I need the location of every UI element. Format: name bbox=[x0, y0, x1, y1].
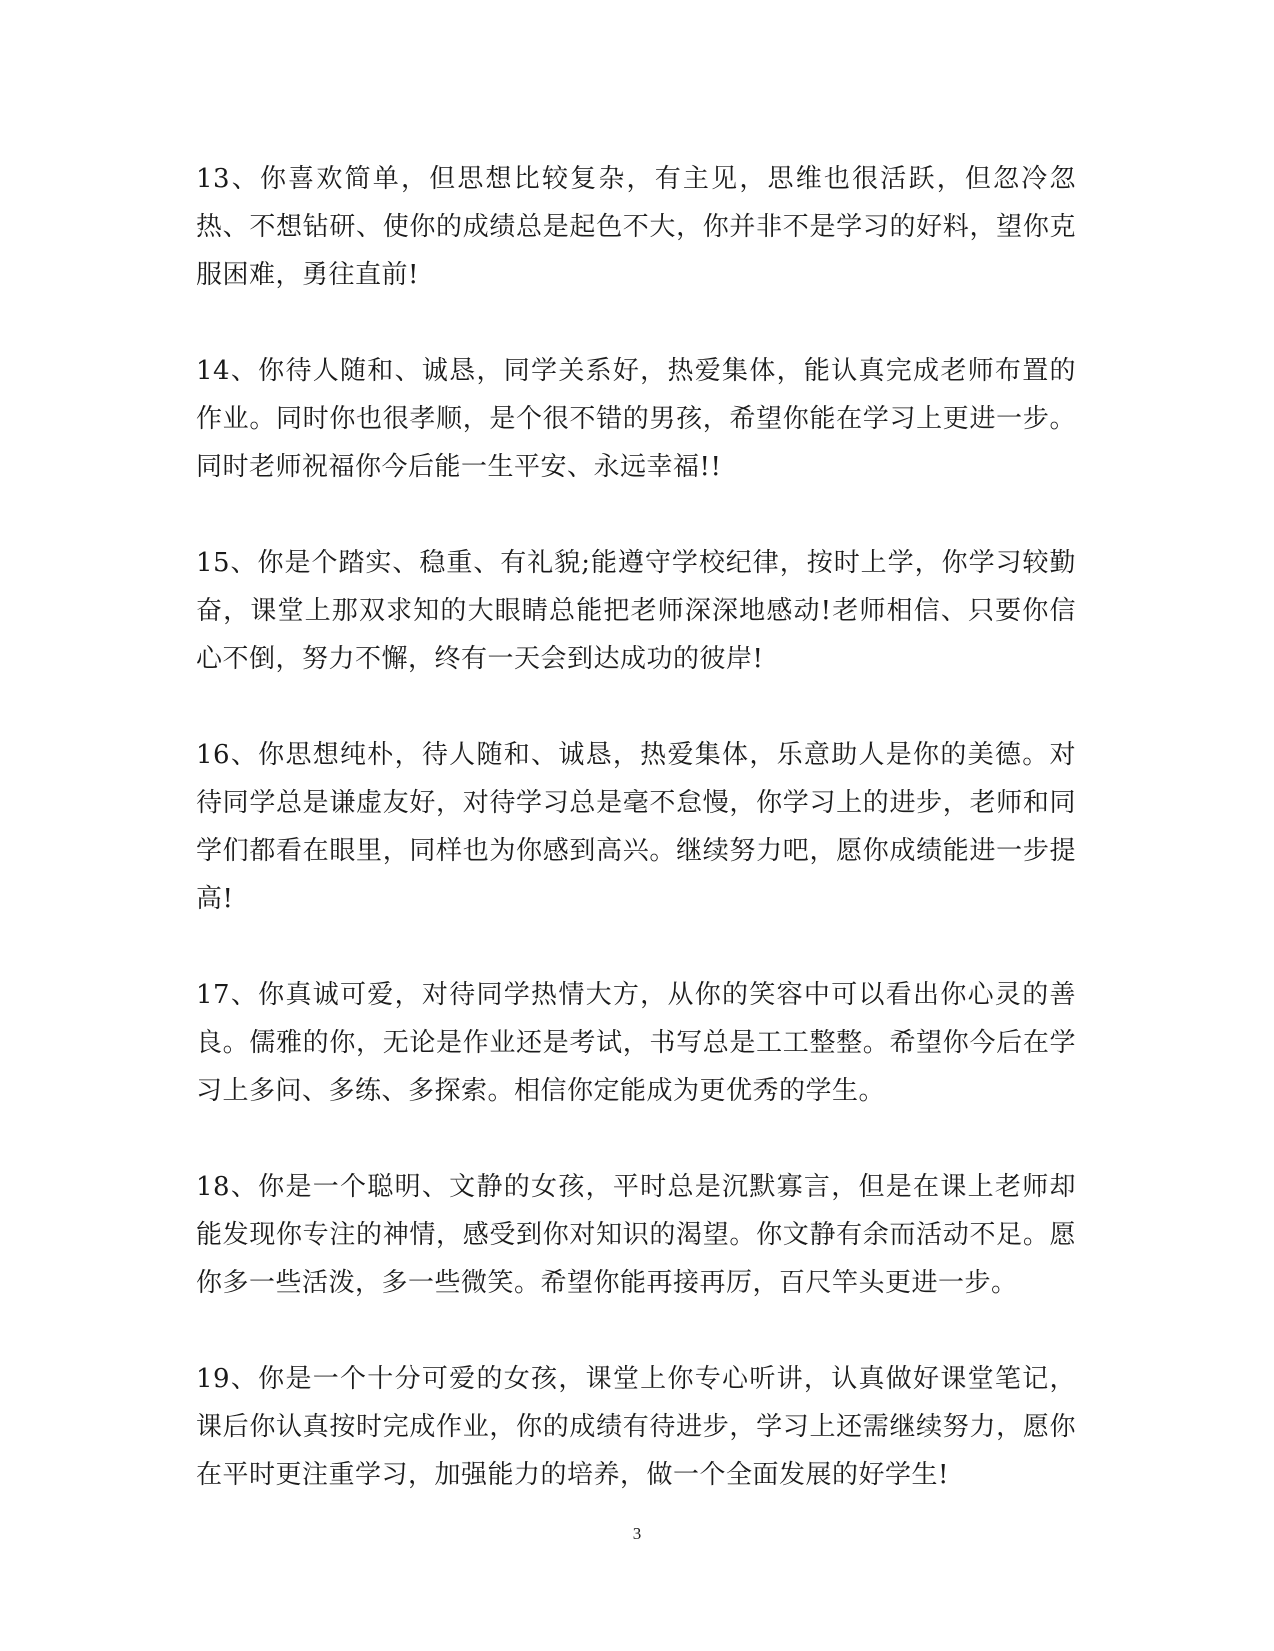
comment-paragraph-13: 13、你喜欢简单，但思想比较复杂，有主见，思维也很活跃，但忽冷忽热、不想钻研、使你的成绩总是起色不大，你并非不是学习的好料，望你克服困难，勇往直前! bbox=[196, 164, 1076, 290]
comment-paragraph-18: 18、你是一个聪明、文静的女孩，平时总是沉默寡言，但是在课上老师却能发现你专注的神情，感受到你对知识的渴望。你文静有余而活动不足。愿你多一些活泼，多一些微笑。希望你能再接再厉，百尺竿头更进一步。 bbox=[196, 1172, 1076, 1298]
page-number: 3 bbox=[632, 1524, 642, 1543]
comment-paragraph-19: 19、你是一个十分可爱的女孩，课堂上你专心听讲，认真做好课堂笔记，课后你认真按时完成作业，你的成绩有待进步，学习上还需继续努力，愿你在平时更注重学习，加强能力的培养，做一个全面发展的好学生! bbox=[196, 1364, 1076, 1490]
comment-paragraph-16: 16、你思想纯朴，待人随和、诚恳，热爱集体，乐意助人是你的美德。对待同学总是谦虚友好，对待学习总是毫不怠慢，你学习上的进步，老师和同学们都看在眼里，同样也为你感到高兴。继续努力吧，愿你成绩能进一步提高! bbox=[196, 740, 1076, 914]
comment-paragraph-17: 17、你真诚可爱，对待同学热情大方，从你的笑容中可以看出你心灵的善良。儒雅的你，无论是作业还是考试，书写总是工工整整。希望你今后在学习上多问、多练、多探索。相信你定能成为更优秀的学生。 bbox=[196, 980, 1076, 1106]
comment-paragraph-14: 14、你待人随和、诚恳，同学关系好，热爱集体，能认真完成老师布置的作业。同时你也很孝顺，是个很不错的男孩，希望你能在学习上更进一步。同时老师祝福你今后能一生平安、永远幸福!! bbox=[196, 356, 1076, 482]
comment-paragraph-15: 15、你是个踏实、稳重、有礼貌;能遵守学校纪律，按时上学，你学习较勤奋，课堂上那双求知的大眼睛总能把老师深深地感动!老师相信、只要你信心不倒，努力不懈，终有一天会到达成功的彼岸! bbox=[196, 548, 1076, 674]
document-body bbox=[196, 155, 1076, 1547]
